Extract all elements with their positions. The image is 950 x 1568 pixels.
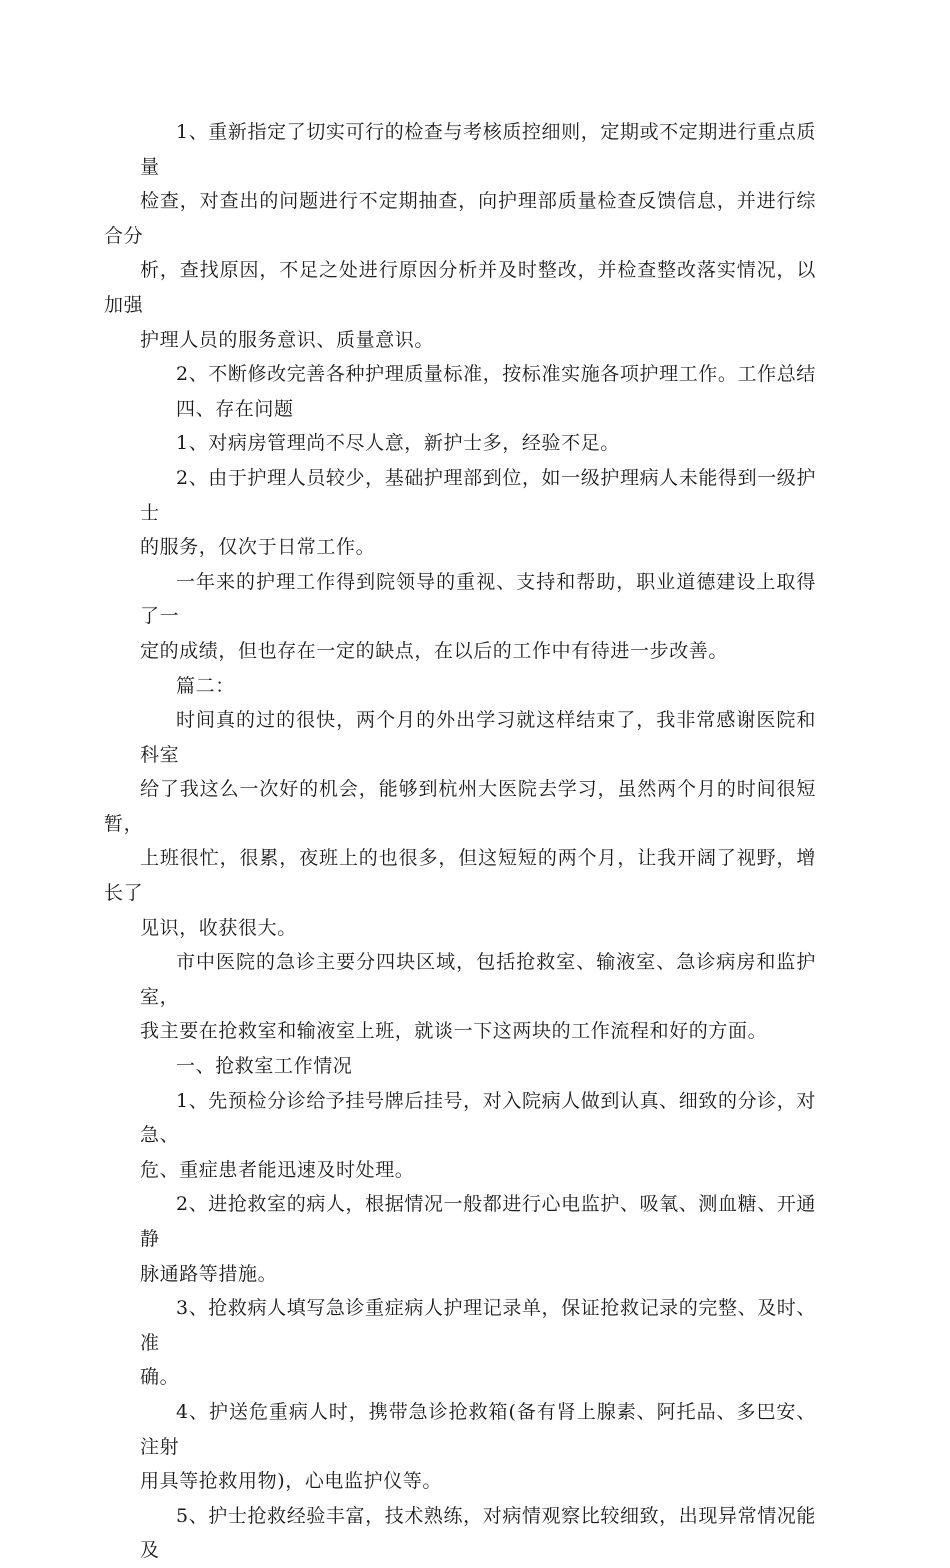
paragraph-rescue-1: [140, 1084, 816, 1188]
text-line: 2、不断修改完善各种护理质量标准，按标准实施各项护理工作。工作总结: [176, 363, 816, 386]
paragraph-problem-2: [140, 461, 816, 565]
text-line: 给了我这么一次好的机会，能够到杭州大医院去学习，虽然两个月的时间很短暂，: [104, 778, 816, 835]
text-line: 用具等抢救用物)，心电监护仪等。: [140, 1470, 443, 1493]
text-line: 市中医院的急诊主要分四块区域，包括抢救室、输液室、急诊病房和监护室，: [140, 951, 816, 1008]
text-line: 一年来的护理工作得到院领导的重视、支持和帮助，职业道德建设上取得了一: [140, 570, 816, 628]
text-line: 2、由于护理人员较少，基础护理部到位，如一级护理病人未能得到一级护士: [140, 466, 816, 524]
text-line: 定的成绩，但也存在一定的缺点，在以后的工作中有待进一步改善。: [140, 639, 729, 662]
text-line: 脉通路等措施。: [140, 1262, 278, 1285]
text-line: 析，查找原因，不足之处进行原因分析并及时整改，并检查整改落实情况，以加强: [104, 259, 816, 316]
paragraph-rescue-5: [140, 1499, 816, 1568]
text-line: 3、抢救病人填写急诊重症病人护理记录单，保证抢救记录的完整、及时、准: [140, 1297, 816, 1354]
text-line: 1、先预检分诊给予挂号牌后挂号，对入院病人做到认真、细致的分诊，对急、: [140, 1089, 816, 1147]
paragraph-rescue-3: [140, 1291, 816, 1395]
text-line: 我主要在抢救室和输液室上班，就谈一下这两块的工作流程和好的方面。: [140, 1020, 768, 1043]
text-line: 篇二：: [176, 674, 235, 697]
paragraph-hospital-areas: [140, 945, 816, 1049]
text-line: 一、抢救室工作情况: [176, 1055, 353, 1078]
paragraph-problem-1: [140, 426, 816, 461]
text-line: 的服务，仅次于日常工作。: [140, 536, 376, 559]
text-line: 2、进抢救室的病人，根据情况一般都进行心电监护、吸氧、测血糖、开通静: [140, 1193, 816, 1250]
text-line: 5、护士抢救经验丰富，技术熟练，对病情观察比较细致，出现异常情况能及: [140, 1504, 816, 1562]
paragraph-study-intro: [104, 703, 816, 945]
paragraph-year-summary: [140, 565, 816, 669]
text-line: 四、存在问题: [176, 397, 294, 420]
paragraph-quality-rules: [104, 115, 816, 357]
text-line: 1、对病房管理尚不尽人意，新护士多，经验不足。: [176, 432, 620, 455]
document-body: [104, 115, 816, 1568]
paragraph-rescue-2: [140, 1187, 816, 1291]
text-line: 危、重症患者能迅速及时处理。: [140, 1158, 415, 1181]
paragraph-rescue-4: [140, 1395, 816, 1499]
paragraph-standards: [140, 357, 816, 392]
text-line: 4、护送危重病人时，携带急诊抢救箱(备有肾上腺素、阿托品、多巴安、注射: [140, 1400, 816, 1458]
section-heading-part-two: [140, 669, 816, 704]
text-line: 见识，收获很大。: [140, 916, 297, 939]
section-heading-rescue-room: [140, 1049, 816, 1084]
text-line: 时间真的过的很快，两个月的外出学习就这样结束了，我非常感谢医院和科室: [140, 709, 816, 766]
text-line: 上班很忙，很累，夜班上的也很多，但这短短的两个月，让我开阔了视野，增长了: [104, 847, 816, 905]
text-line: 1、重新指定了切实可行的检查与考核质控细则，定期或不定期进行重点质量: [140, 121, 816, 178]
text-line: 确。: [140, 1366, 180, 1389]
text-line: 护理人员的服务意识、质量意识。: [140, 328, 435, 351]
text-line: 检查，对查出的问题进行不定期抽查，向护理部质量检查反馈信息，并进行综合分: [104, 190, 816, 247]
section-heading-problems: [140, 392, 816, 427]
